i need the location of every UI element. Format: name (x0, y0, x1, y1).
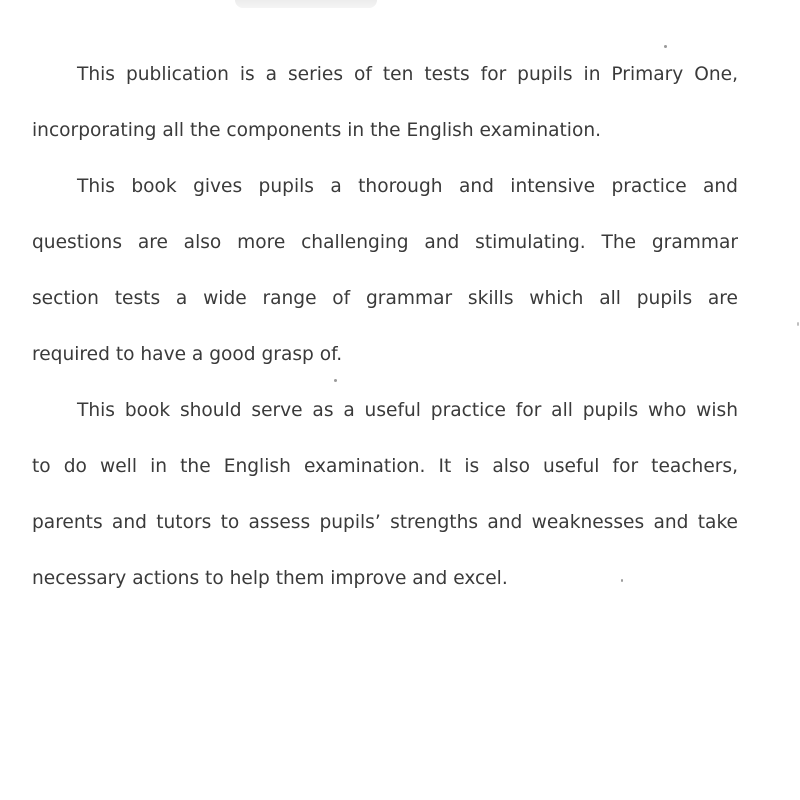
paragraph-line: incorporating all the components in the English examination. (32, 120, 602, 141)
paragraph-line: This publication is a series of ten tests for pupils in Primary One, (77, 64, 738, 85)
paragraph-line: to do well in the English examination. It is also useful for teachers, (32, 456, 738, 477)
paragraph-line: required to have a good grasp of. (32, 344, 343, 365)
paragraph-line: This book should serve as a useful practice for all pupils who wish (77, 400, 738, 421)
paragraph-2 (32, 159, 738, 383)
paragraph-line: parents and tutors to assess pupils’ strengths and weaknesses and take (32, 512, 738, 533)
paragraph-line: questions are also more challenging and stimulating. The grammar (32, 232, 738, 253)
body-text (32, 47, 738, 607)
paragraph-line: section tests a wide range of grammar skills which all pupils are (32, 288, 738, 309)
paragraph-1 (32, 47, 738, 159)
scan-speck (797, 322, 799, 326)
paragraph-3 (32, 383, 738, 607)
paragraph-line: necessary actions to help them improve and excel. (32, 568, 508, 589)
paragraph-line: This book gives pupils a thorough and intensive practice and (77, 176, 738, 197)
scan-smudge (235, 0, 377, 8)
